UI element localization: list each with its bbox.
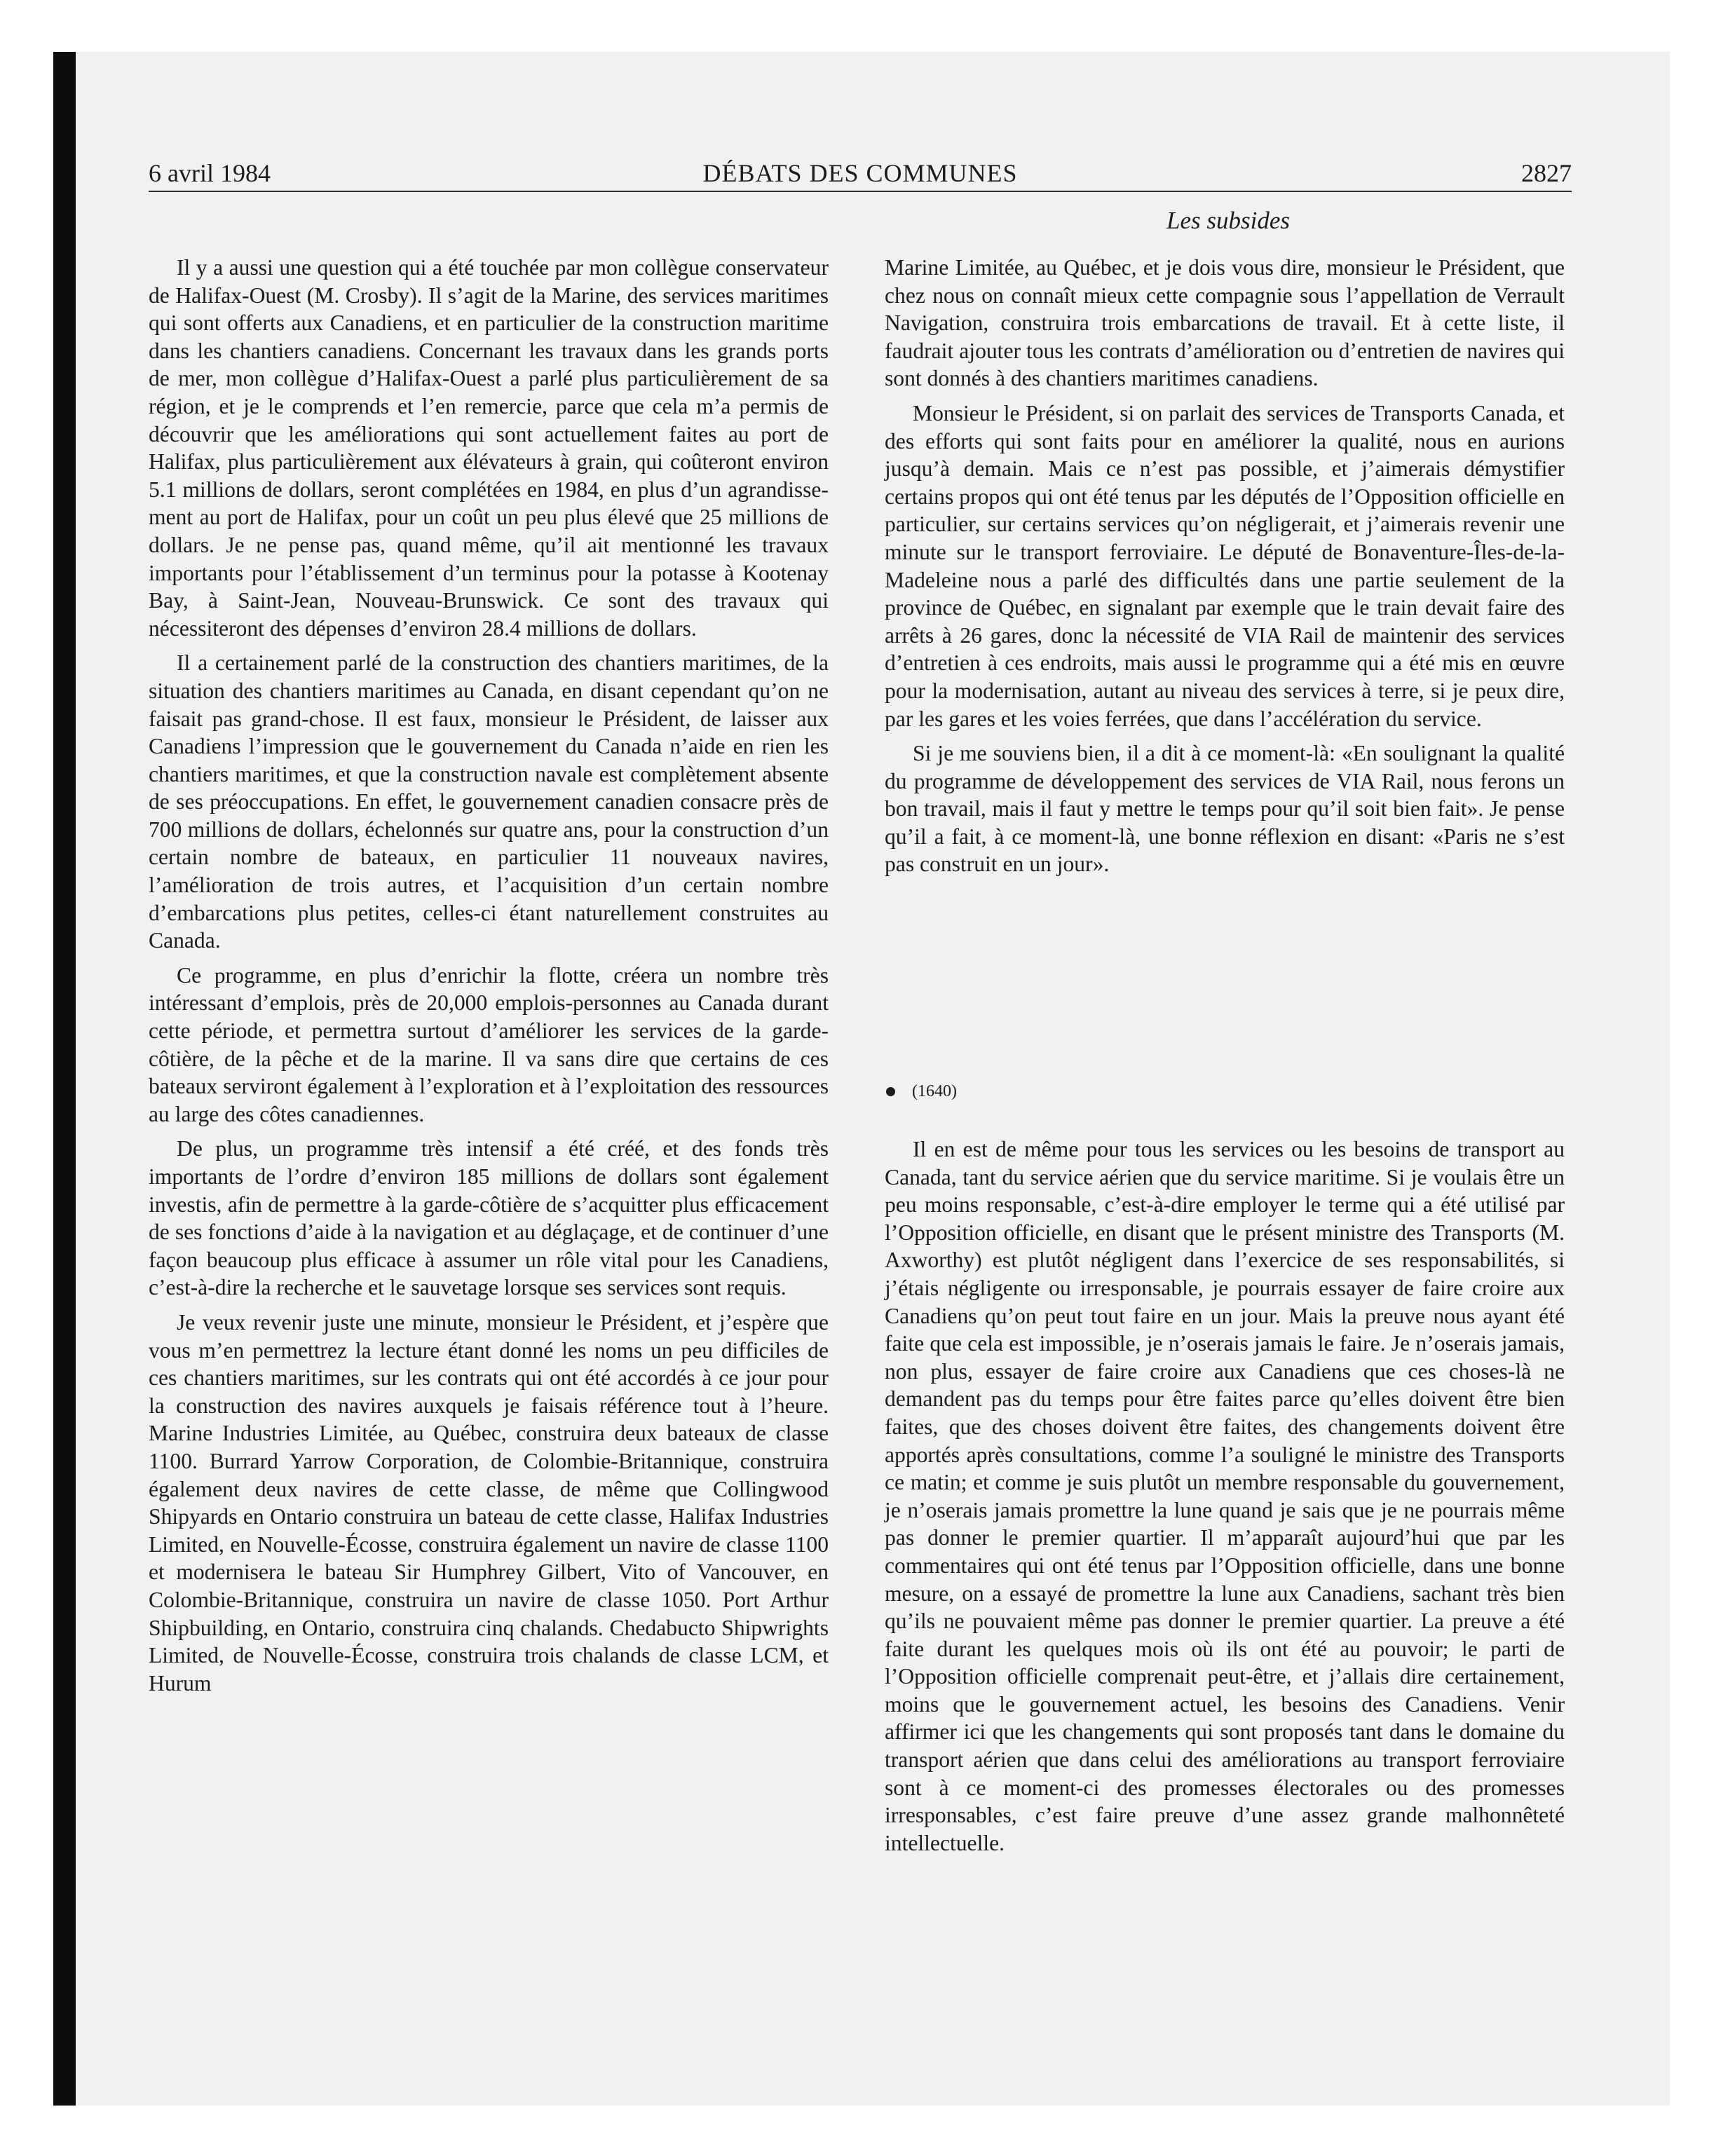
right-column-top <box>885 254 1565 885</box>
header-page-number: 2827 <box>1521 159 1572 187</box>
paragraph: De plus, un programme très intensif a été créé, et des fonds très importants de l’ordre d’environ 185 millions de dollars sont également investis, afin de permettre à la garde-côtière de s’acquitter plus efficacement de ses fonctions d’aide à la navigation et au déglaçage, et de continuer d’une façon beaucoup plus efficace à assumer un rôle vital pour les Canadiens, c’est-à-dire la recherche et le sauvetage lorsque ses services sont requis. <box>149 1136 829 1300</box>
paragraph-continued: Marine Limitée, au Québec, et je dois vous dire, monsieur le Président, que chez nous on connaît mieux cette compagnie sous l’appellation de Verrault Navigation, construira trois embarcations de travail. Et à cette liste, il faudrait ajouter tous les contrats d’amélioration ou d’entretien de navires qui sont donnés à des chantiers maritimes canadiens. <box>885 255 1565 391</box>
header-rule <box>149 191 1572 192</box>
scan-edge-bar <box>53 52 76 2106</box>
section-subtitle: Les subsides <box>1166 207 1290 234</box>
left-column <box>149 254 829 1704</box>
paragraph: Il a certainement parlé de la construction des chantiers maritimes, de la situation des chantiers maritimes au Canada, en disant cependant qu’on ne faisait pas grand-chose. Il est faux, monsieur le Président, de laisser aux Canadiens l’impression que le gouvernement du Canada n’aide en rien les chantiers maritimes, et que la construction navale est complètement absente de ses préoccupations. En effet, le gouvernement canadien consacre près de 700 millions de dollars, échelonnés sur quatre ans, pour la construction d’un certain nombre de bateaux, en particulier 11 nouveaux navires, l’amélioration de trois autres, et l’acquisition d’un certain nombre d’embarcations plus petites, celles-ci étant naturellement construites au Canada. <box>149 650 829 953</box>
right-column-bottom <box>885 1135 1565 1864</box>
paragraph: Je veux revenir juste une minute, monsieur le Président, et j’espère que vous m’en permettrez la lecture étant donné les noms un peu difficiles de ces chantiers maritimes, sur les contrats qui ont été accordés à ce jour pour la construction des navires auxquels je faisais référence tout à l’heure. Marine Industries Limitée, au Québec, construira deux bateaux de classe 1100. Burrard Yarrow Corporation, de Colombie-Britannique, construira également deux navires de cette classe, de même que Collingwood Shipyards en Ontario construira un bateau de cette classe, Halifax Industries Limited, en Nouvelle-Écosse, construira également un navire de classe 1100 et modernisera le bateau Sir Humphrey Gilbert, Vito of Vancouver, en Colombie-Britannique, construira un navire de classe 1050. Port Arthur Shipbuilding, en Ontario, construira cinq chalands. Chedabucto Shipwrights Limited, de Nouvelle-Écosse, construira trois chalands de classe LCM, et Hurum <box>149 1309 829 1696</box>
paragraph: Ce programme, en plus d’enrichir la flotte, créera un nombre très intéressant d’emplois, près de 20,000 emplois-personnes au Canada durant cette période, et permettra surtout d’améliorer les services de la garde-côtière, de la pêche et de la marine. Il va sans dire que certains de ces bateaux serviront également à l’exploration et à l’exploitation des ressources au large des côtes canadiennes. <box>149 962 829 1126</box>
paragraph: Monsieur le Président, si on parlait des services de Transports Canada, et des efforts qui sont faits pour en améliorer la qualité, nous en aurions jusqu’à demain. Mais ce n’est pas possible, et j’aimerais démystifier certains propos qui ont été tenus par les députés de l’Opposition officielle en particulier, sur certains services qu’on négligerait, et j’aimerais revenir une minute sur le transport ferroviaire. Le député de Bonaventure-Îles-de-la-Madeleine nous a parlé des difficultés dans une partie seulement de la province de Québec, en signalant par exemple que le train devait faire des arrêts à 26 gares, donc la nécessité de VIA Rail de maintenir des services d’entretien à ces endroits, mais aussi le programme qui a été mis en œuvre pour la modernisation, autant au niveau des services à terre, si je peux dire, par les gares et les voies ferrées, que dans l’accélération du service. <box>885 400 1565 731</box>
time-marker-text: (1640) <box>912 1082 957 1100</box>
paragraph: Il en est de même pour tous les services ou les besoins de transport au Canada, tant du service aérien que du service maritime. Si je voulais être un peu moins responsable, c’est-à-dire employer le terme qui a été utilisé par l’Opposition officielle, en disant que le présent ministre des Transports (M. Axworthy) est plutôt négligent dans l’exercice de ses responsabilités, si j’étais négligente ou irresponsable, je pourrais essayer de faire croire aux Canadiens qu’on peut tout faire en un jour. Mais la preuve nous ayant été faite que cela est impossible, je n’oserais jamais le faire. Je n’oserais jamais, non plus, essayer de faire croire aux Canadiens que ces choses-là ne demandent pas du temps pour être faites parce qu’elles doivent être bien faites, que des choses doivent être faites, des changements doivent être apportés après consultations, comme l’a souligné le ministre des Transports ce matin; et comme je suis plutôt un membre responsable du gouvernement, je n’oserais jamais promettre la lune quand je sais que je ne pourrais même pas donner le premier quartier. Il m’apparaît aujourd’hui que par les commentaires qui ont été tenus par l’Opposition officielle, dans une bonne mesure, on a essayé de promettre la lune aux Canadiens, sachant très bien qu’ils ne pouvaient même pas donner le premier quartier. La preuve a été faite durant les quelques mois où ils ont été au pouvoir; le parti de l’Opposition officielle comprenait peut-être, et j’allais dire certainement, moins que le gouvernement actuel, les besoins des Canadiens. Venir affirmer ici que les changements qui sont proposés tant dans le domaine du transport aérien que dans celui des améliorations au transport ferroviaire sont à ce moment-ci des promesses électorales ou des promesses irresponsables, c’est faire preuve d’une assez grande malhonnêteté intellectuelle. <box>885 1137 1565 1855</box>
paragraph: Il y a aussi une question qui a été touchée par mon collègue conservateur de Halifax-Ouest (M. Crosby). Il s’agit de la Marine, des services maritimes qui sont offerts aux Canadiens, et en particulier de la construction maritime dans les chantiers canadiens. Concernant les travaux dans les grands ports de mer, mon collègue d’Halifax-Ouest a parlé plus particulièrement de sa région, et je le comprends et l’en remercie, parce que cela m’a permis de découvrir que les améliorations qui sont actuellement faites au port de Halifax, plus particulièrement aux élévateurs à grain, qui coûteront environ 5.1 millions de dollars, seront complétées en 1984, en plus d’un agrandissement au port de Halifax, pour un coût un peu plus élevé que 25 millions de dollars. Je ne pense pas, quand même, qu’il ait mentionné les travaux importants pour l’établissement d’un terminus pour la potasse à Kootenay Bay, à Saint-Jean, Nouveau-Brunswick. Ce sont des travaux qui nécessiteront des dépenses d’environ 28.4 millions de dollars. <box>149 255 829 641</box>
time-marker <box>886 1082 957 1101</box>
paragraph: Si je me souviens bien, il a dit à ce moment-là: «En soulignant la qualité du programme de développement des services de VIA Rail, nous ferons un bon travail, mais il faut y mettre le temps pour qu’il soit bien fait». Je pense qu’il a fait, à ce moment-là, une bonne réflexion en disant: «Paris ne s’est pas construit en un jour». <box>885 741 1565 877</box>
header-title: DÉBATS DES COMMUNES <box>702 159 1018 187</box>
header-date: 6 avril 1984 <box>149 159 271 187</box>
bullet-icon <box>886 1087 895 1096</box>
